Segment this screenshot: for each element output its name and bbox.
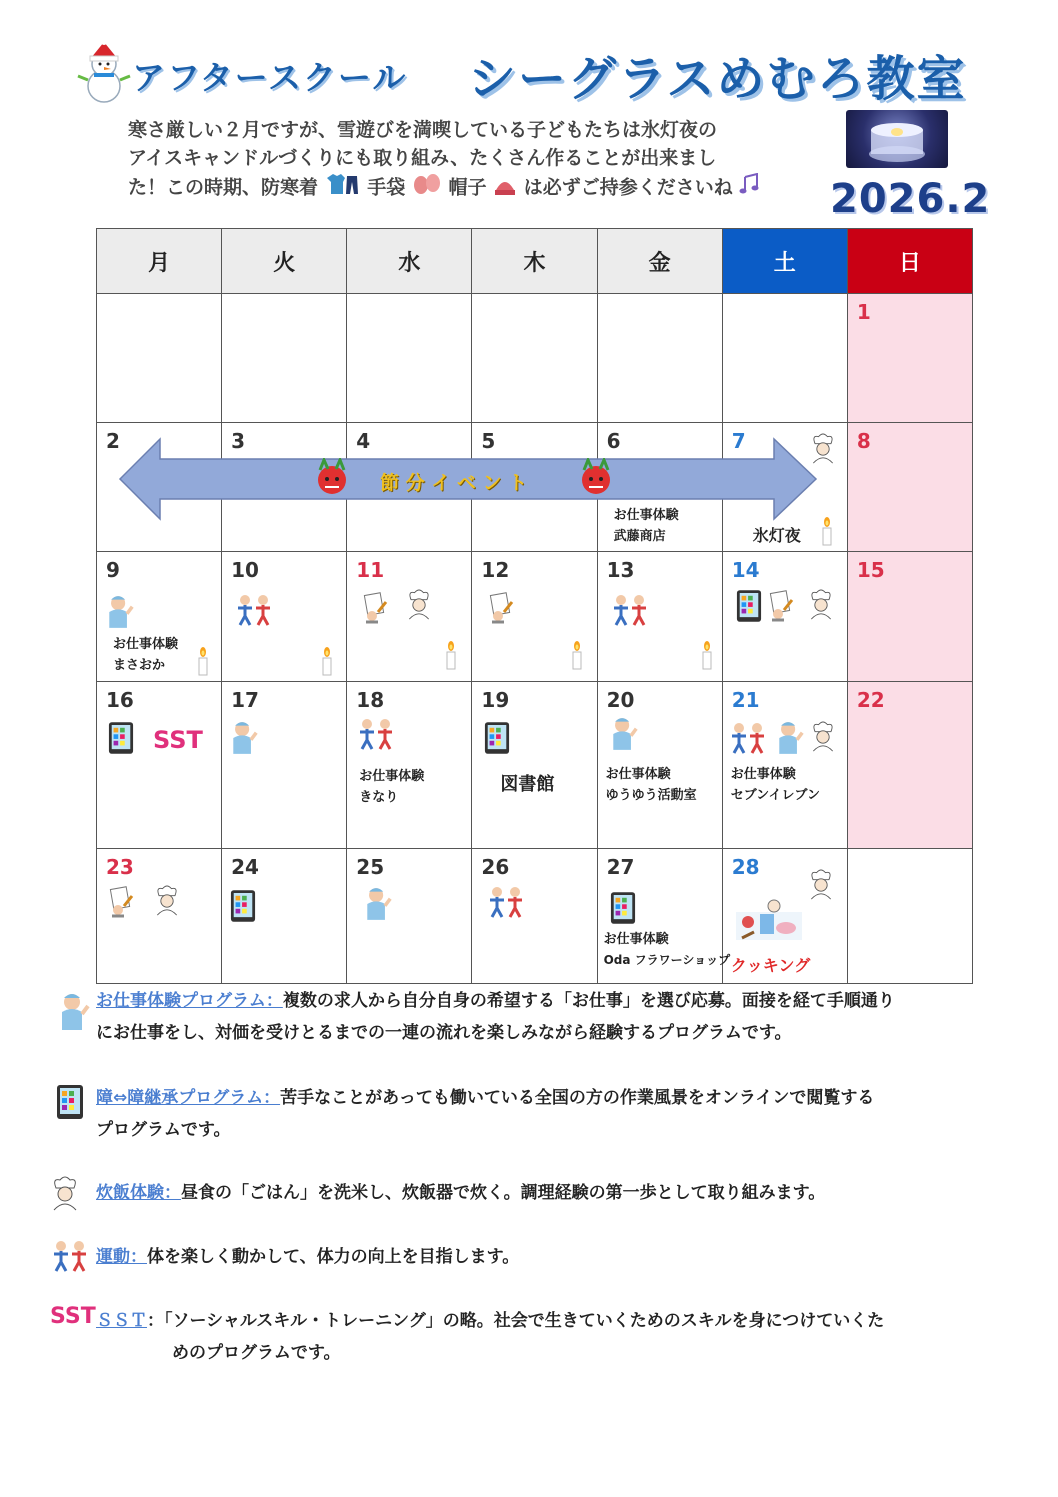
event-line: お仕事体験 [613,508,679,523]
day-number: 1 [856,300,871,324]
empty-cell [97,294,222,423]
running-kids-icon [728,722,768,758]
setsubun-event-label: 節 分 イ ベ ン ト [380,472,528,494]
crafting-icon [766,590,796,626]
day-cell-18 [347,682,472,849]
event-line: きなり [359,790,399,805]
legend-term: ＳＳＴ [96,1311,147,1331]
event-note [731,764,820,806]
empty-cell [347,294,472,423]
day-cell-19 [472,682,597,849]
candle-icon [820,516,834,550]
snowman-icon [76,40,132,104]
weekday-mon: 月 [97,229,222,294]
tablet-icon [56,1084,84,1124]
event-line: お仕事体験 [603,932,669,947]
running-kids-icon [50,1240,90,1276]
day-number: 28 [731,855,760,879]
day-number: 12 [481,558,510,582]
day-cell-15 [847,552,972,682]
weekday-sat: 土 [722,229,847,294]
legend-text: 体を楽しく動かして、体力の向上を目指します。 [147,1247,520,1267]
day-number: 26 [481,855,510,879]
day-number: 22 [856,688,885,712]
event-line: セブンイレブン [730,788,821,803]
empty-cell [847,849,972,984]
candle-icon [196,646,210,680]
worker-icon [228,720,258,760]
intro-line-1: 寒さ厳しい２月ですが、雪遊びを満喫している子どもたちは氷灯夜の [128,119,718,141]
day-cell-22 [847,682,972,849]
oni-mask-icon [578,458,614,500]
tablet-icon [230,888,256,928]
day-cell-21 [722,682,847,849]
legend-text: 複数の求人から自分自身の希望する「お仕事」を選び応募。面接を経て手順通り [282,991,895,1011]
empty-cell [597,294,722,423]
day-number: 20 [606,688,635,712]
day-cell-1 [847,294,972,423]
sub-title: アフタースクール [132,58,408,97]
legend-sst-program [96,1305,976,1369]
empty-cell [222,294,347,423]
event-note [604,929,731,971]
event-line: まさおか [113,658,166,673]
intro-fragment: 手袋 [367,176,406,199]
tablet-icon [610,890,636,930]
calendar [96,228,973,985]
knit-hat-icon [493,172,517,204]
sst-mark: SST [50,1304,96,1329]
intro-text [128,116,808,204]
day-number: 8 [856,429,871,453]
weekday-fri: 金 [597,229,722,294]
day-number: 27 [606,855,635,879]
day-cell-16 [97,682,222,849]
intro-line-2: アイスキャンドルづくりにも取り組み、たくさん作ることが出来まし [128,147,717,169]
tablet-icon [484,720,510,760]
event-line: お仕事体験 [359,769,425,784]
week-row [97,849,973,984]
candle-icon [570,640,584,674]
legend-work-program [96,985,976,1049]
running-kids-icon [234,594,274,630]
day-number: 15 [856,558,885,582]
worker-icon [608,716,638,756]
event-note [606,764,697,806]
chef-icon [806,588,836,626]
worker-icon [56,992,90,1036]
day-number: 7 [731,429,746,453]
music-note-icon [739,173,759,203]
day-number: 25 [356,855,385,879]
legend-rice-program [96,1177,976,1209]
chef-icon [806,868,836,906]
intro-fragment: は必ずご持参くださいね [523,176,733,199]
intro-line-3 [128,172,808,204]
week-row [97,682,973,849]
legend-text: プログラムです。 [96,1120,231,1140]
event-note: 氷灯夜 [752,526,801,545]
weekday-sun: 日 [847,229,972,294]
legend-text: めのプログラムです。 [172,1343,341,1363]
chef-icon [152,884,182,922]
day-number: 10 [231,558,259,582]
cooking-illustration-icon [734,898,804,946]
weekday-tue: 火 [222,229,347,294]
day-number: 18 [356,688,385,712]
day-number: 23 [106,855,134,879]
day-cell-17 [222,682,347,849]
event-line: 武藤商店 [613,529,666,544]
gloves-icon [412,172,442,204]
cooking-label: クッキング [730,956,811,975]
winter-coat-icon [325,172,361,204]
tablet-icon [736,588,762,628]
chef-icon [808,432,838,470]
event-note [113,634,178,676]
legend-sport-program [96,1241,976,1273]
weekday-wed: 水 [347,229,472,294]
year-month: 2026.2 [830,176,991,222]
day-number: 5 [481,429,496,453]
weekday-header-row [97,229,973,294]
tablet-icon [108,720,134,760]
legend-term: 運動： [96,1247,147,1267]
legend-text: 苦手なことがあっても働いている全国の方の作業風景をオンラインで閲覧する [280,1088,875,1108]
empty-cell [472,294,597,423]
chef-icon [808,720,838,758]
day-number: 2 [106,429,120,453]
day-number: 24 [231,855,259,879]
day-number: 4 [356,429,371,453]
legend-text: ：「ソーシャルスキル・トレーニング」の略。社会で生きていくためのスキルを身につけていくた [147,1311,885,1331]
running-kids-icon [610,594,650,630]
worker-icon [104,594,134,634]
page-title: シーグラスめむろ教室 [468,51,967,107]
crafting-icon [360,592,390,628]
candle-icon [700,640,714,674]
legend-text: にお仕事をし、対価を受けとるまでの一連の流れを楽しみながら経験するプログラムです。 [96,1023,792,1043]
candle-icon [320,646,334,680]
legend-term: 炊飯体験： [96,1183,181,1203]
day-number: 17 [231,688,259,712]
intro-fragment: 帽子 [448,176,487,199]
chef-icon [48,1176,82,1216]
event-note [359,766,424,808]
day-number: 14 [731,558,760,582]
legend-tablet-program [96,1082,976,1146]
empty-cell [722,294,847,423]
intro-fragment: た！この時期、防寒着 [128,176,319,199]
day-number: 21 [731,688,760,712]
legend-term: 障⇔障継承プログラム： [96,1088,281,1108]
day-number: 16 [106,688,134,712]
weekday-thu: 木 [472,229,597,294]
event-line: Oda フラワーショップ [603,953,731,967]
ice-candle-photo [846,110,948,168]
event-note: 図書館 [500,774,555,795]
week-row [97,294,973,423]
legend-term: お仕事体験プログラム： [96,991,283,1011]
oni-mask-icon [314,458,350,500]
running-kids-icon [356,718,396,754]
day-number: 9 [106,558,120,582]
day-cell-8 [847,423,972,552]
worker-icon [362,886,392,926]
day-number: 6 [606,429,621,453]
event-line: ゆうゆう活動室 [605,788,697,803]
crafting-icon [106,886,136,922]
week-row [97,552,973,682]
day-cell-20 [597,682,722,849]
worker-icon [774,720,804,760]
day-number: 11 [356,558,385,582]
event-line: お仕事体験 [113,637,179,652]
legend-text: 昼食の「ごはん」を洗米し、炊飯器で炊く。調理経験の第一歩として取り組みます。 [181,1183,826,1203]
event-line: お仕事体験 [730,767,796,782]
event-line: お仕事体験 [605,767,671,782]
day-number: 3 [231,429,246,453]
chef-icon [404,588,434,626]
day-number: 19 [481,688,510,712]
day-number: 13 [606,558,635,582]
running-kids-icon [486,886,526,922]
crafting-icon [486,592,516,628]
calendar-table [96,228,973,984]
sst-label: SST [153,726,203,754]
candle-icon [444,640,458,674]
